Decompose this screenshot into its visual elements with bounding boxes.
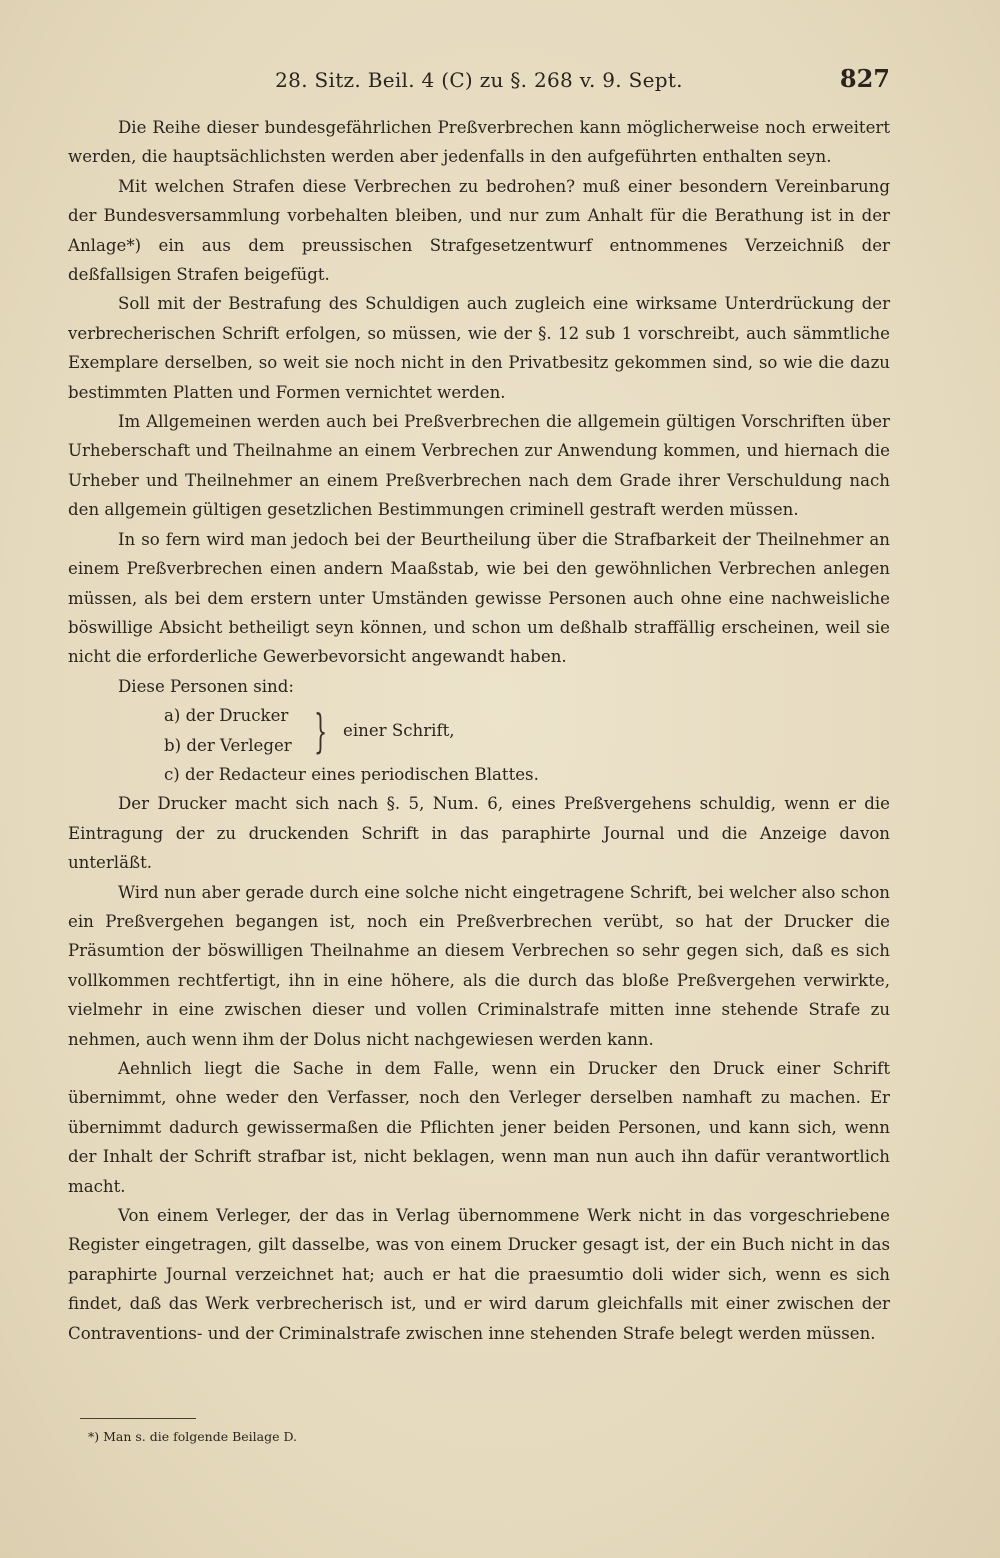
list-item-c-row <box>164 760 890 789</box>
paragraph: Wird nun aber gerade durch eine solche nicht eingetragene Schrift, bei welcher also schon ein Preßvergehen begangen ist, noch ein Preßverbrechen verübt, so hat der Drucker die Präsumtion der böswilligen Theilnahme an diesem Verbrechen so sehr gegen sich, daß es sich vollkommen rechtfertigt, ihn in eine höhere, als die durch das bloße Preßvergehen verwirkte, vielmehr in eine zwischen dieser und vollen Criminalstrafe mitten inne stehende Strafe zu nehmen, auch wenn ihm der Dolus nicht nachgewiesen werden kann. <box>68 882 890 1049</box>
persons-list <box>68 701 890 789</box>
paragraph: Die Reihe dieser bundesgefährlichen Preßverbrechen kann möglicherweise noch erweitert werden, die hauptsächlichsten werden aber jedenfalls in den aufgeführten enthalten seyn. <box>68 118 890 167</box>
brace-icon: } <box>313 703 327 758</box>
paragraph: Im Allgemeinen werden auch bei Preßverbrechen die allgemein gültigen Vorschriften über Urheberschaft und Theilnahme an einem Verbrechen zur Anwendung kommen, und hiernach die Urheber und Theilnehmer an einem Preßverbrechen nach dem Grade ihrer Verschuldung nach den allgemein gültigen gesetzlichen Bestimmungen criminell gestraft werden müssen. <box>68 412 890 520</box>
page-header <box>68 64 890 98</box>
body-text <box>68 113 890 1348</box>
list-intro: Diese Personen sind: <box>118 676 294 696</box>
list-item-a: a) der Drucker <box>164 706 289 726</box>
paragraph: In so fern wird man jedoch bei der Beurtheilung über die Strafbarkeit der Theilnehmer an einem Preßverbrechen einen andern Maaßstab, wie bei den gewöhnlichen Verbrechen anlegen müssen, als bei dem erstern unter Umständen gewisse Personen auch ohne eine nachweisliche böswillige Absicht betheiligt seyn können, und schon um deßhalb straffällig erscheinen, weil sie nicht die erforderliche Gewerbevorsicht angewandt haben. <box>68 529 890 667</box>
list-item-c: c) der Redacteur eines periodischen Blattes. <box>164 764 539 784</box>
paragraph: Soll mit der Bestrafung des Schuldigen auch zugleich eine wirksame Unterdrückung der verbrecherischen Schrift erfolgen, so müssen, wie der §. 12 sub 1 vorschreibt, auch sämmtliche Exemplare derselben, so weit sie noch nicht in den Privatbesitz gekommen sind, so wie die dazu bestimmten Platten und Formen vernichtet werden. <box>68 294 890 402</box>
brace-text: einer Schrift, <box>343 720 455 740</box>
brace-group <box>164 701 890 760</box>
footnote-divider <box>80 1418 196 1419</box>
paragraph: Der Drucker macht sich nach §. 5, Num. 6, eines Preßvergehens schuldig, wenn er die Eintragung der zu druckenden Schrift in das paraphirte Journal und die Anzeige davon unterläßt. <box>68 794 890 873</box>
paragraph: Von einem Verleger, der das in Verlag übernommene Werk nicht in das vorgeschriebene Register eingetragen, gilt dasselbe, was von einem Drucker gesagt ist, der ein Buch nicht in das paraphirte Journal verzeichnet hat; auch er hat die praesumtio doli wider sich, wenn es sich findet, daß das Werk verbrecherisch ist, und er wird darum gleichfalls mit einer zwischen der Contraventions- und der Criminalstrafe zwischen inne stehenden Strafe belegt werden müssen. <box>68 1206 890 1343</box>
running-title: 28. Sitz. Beil. 4 (C) zu §. 268 v. 9. Sept. <box>275 68 683 92</box>
page-number: 827 <box>839 64 890 93</box>
paragraph: Mit welchen Strafen diese Verbrechen zu bedrohen? muß einer besondern Vereinbarung der Bundesversammlung vorbehalten bleiben, und nur zum Anhalt für die Berathung ist in der Anlage*) ein aus dem preussischen Strafgesetzentwurf entnommenes Verzeichniß der deßfallsigen Strafen beigefügt. <box>68 176 890 285</box>
footnote: *) Man s. die folgende Beilage D. <box>88 1429 298 1444</box>
list-item-b: b) der Verleger <box>164 735 292 755</box>
paragraph: Aehnlich liegt die Sache in dem Falle, wenn ein Drucker den Druck einer Schrift übernimmt, ohne weder den Verfasser, noch den Verleger derselben namhaft zu machen. Er übernimmt dadurch gewissermaßen die Pflichten jener beiden Personen, und kann sich, wenn der Inhalt der Schrift strafbar ist, nicht beklagen, wenn man nun auch ihn dafür verantwortlich macht. <box>68 1059 890 1196</box>
